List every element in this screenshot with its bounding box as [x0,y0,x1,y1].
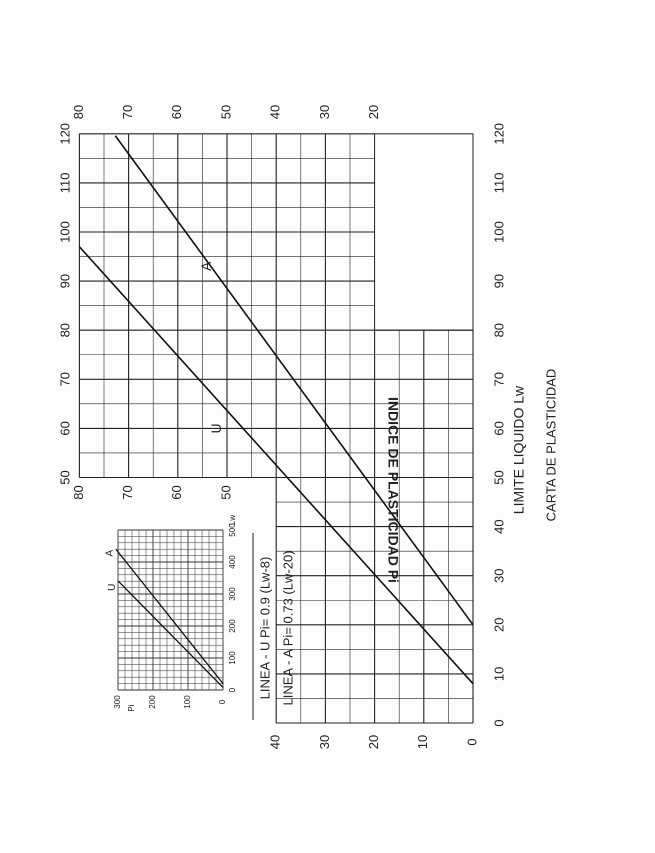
inset-x-axis-title: Lw [228,514,238,526]
x-tick-label: 30 [491,568,507,583]
x-axis-title: LIMITE LIQUIDO Lw [510,385,527,515]
upper-x-tick-label: 80 [57,322,73,338]
x-tick-label: 10 [491,666,507,682]
chart-title: CARTA DE PLASTICIDAD [543,368,559,522]
y-tick-label: 40 [267,734,283,750]
inset-x-tick-label: 400 [228,555,238,569]
upper-x-tick-label: 70 [57,372,73,387]
right-y-tick-label: 20 [366,104,382,120]
y-axis-title: INDICE DE PLASTICIDAD Pi [385,397,402,583]
x-tick-label: 20 [491,617,507,633]
inset-series-label-u: U [106,583,118,591]
x-tick-label: 60 [491,421,507,436]
inset-x-tick-label: 100 [228,651,238,665]
right-y-tick-label: 80 [70,104,86,120]
right-y-tick-label: 30 [316,104,332,120]
upper-x-tick-label: 120 [57,122,73,145]
legend-entry: LINEA - A Pi= 0.73 (Lw-20) [280,550,296,706]
upper-x-tick-label: 50 [57,470,73,485]
blank-area-border [375,134,473,330]
right-y-tick-label: 60 [169,104,185,120]
upper-x-tick-label: 60 [57,421,73,436]
x-tick-label: 100 [491,221,507,243]
right-y-tick-label: 40 [267,104,283,120]
legend-entry: LINEA - U Pi= 0.9 (Lw-8) [257,556,273,700]
x-tick-label: 110 [491,172,507,194]
inset-chart [105,515,238,712]
y-tick-label: 10 [415,734,431,750]
inset-y-tick-label: 300 [113,695,123,709]
right-y-tick-label: 50 [218,104,234,120]
y-tick-label-mid: 60 [169,485,185,500]
upper-x-tick-label: 110 [57,172,73,194]
x-tick-label: 70 [491,372,507,387]
x-tick-label: 40 [491,519,507,534]
inset-x-tick-label: 0 [228,687,238,693]
x-tick-label: 120 [491,122,507,145]
inset-series-label-a: A [104,549,116,557]
y-tick-label: 30 [316,734,332,750]
inset-x-tick-label: 500 [228,523,238,537]
inset-y-axis-title: Pi [127,704,137,712]
right-y-tick-label: 70 [120,104,136,120]
x-tick-label: 0 [491,719,507,727]
inset-y-tick-label: 0 [218,699,228,705]
inset-x-tick-label: 300 [228,587,238,601]
inset-y-tick-label: 100 [183,695,193,709]
inset-y-tick-label: 200 [148,695,158,709]
series-label-u: U [207,423,224,434]
chart-labels [57,105,558,749]
x-tick-label: 90 [491,273,507,289]
upper-x-tick-label: 100 [57,221,73,243]
y-tick-label: 20 [366,734,382,750]
y-tick-label-mid: 50 [218,485,234,500]
series-label-a: A [198,261,215,272]
upper-x-tick-label: 90 [57,273,73,289]
y-tick-label-mid: 70 [120,485,136,500]
y-tick-label: 0 [464,738,480,746]
inset-series-line-u [118,581,223,687]
x-tick-label: 80 [491,322,507,338]
inset-x-tick-label: 200 [228,619,238,633]
y-tick-label-mid: 80 [70,485,86,500]
x-tick-label: 50 [491,470,507,485]
main-chart-grid [79,134,473,723]
